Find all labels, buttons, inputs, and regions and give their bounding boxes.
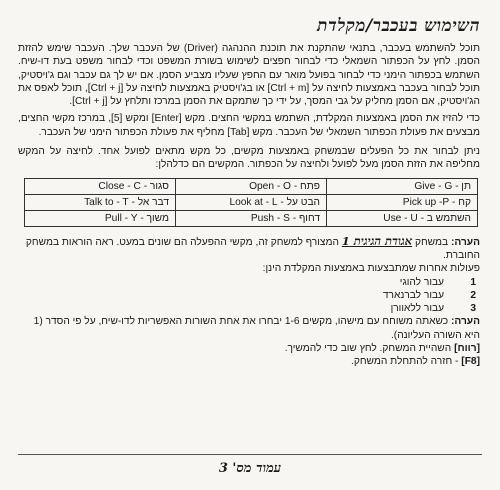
other-actions-intro: פעולות אחרות שמתבצעות באמצעות המקלדת הינן: xyxy=(262,263,480,275)
table-cell: דבר אל - Talk to - T xyxy=(25,194,176,210)
key-pause xyxy=(18,342,480,355)
key-label: [רווח] xyxy=(454,343,480,355)
option-item xyxy=(18,302,476,315)
option-item xyxy=(18,289,476,302)
character-options xyxy=(18,276,480,316)
table-row xyxy=(25,210,478,226)
option-label: עבור ללאוורן xyxy=(390,303,444,315)
handwritten-game-title: אגודת הגיגית 1 xyxy=(341,233,413,248)
key-label: [F8] xyxy=(461,356,480,368)
table-cell: דחוף - Push - S xyxy=(176,210,327,226)
option-number: 1 xyxy=(470,276,476,288)
note-different-keys xyxy=(18,235,480,263)
table-cell: קח - Pick up -P xyxy=(327,194,478,210)
paragraph-verbs: ניתן לבחור את כל הפעלים שבמשחק באמצעות מקשים, כל מקש מתאים לפועל אחד. לחיצה על המקש מחליפה את הזזת הסמן מעל לפועל ולחיצה על הכפתור. המקשים הם כדלהלן: xyxy=(18,146,480,171)
key-description: השהיית המשחק. לחץ שוב כדי להמשיך. xyxy=(284,343,452,355)
note-label: הערה: xyxy=(450,236,480,248)
option-number: 3 xyxy=(470,303,476,315)
option-item xyxy=(18,276,476,289)
table-row xyxy=(25,194,478,210)
table-cell: סגור - Close - C xyxy=(25,178,176,194)
option-label: עבור לברנארד xyxy=(382,289,444,301)
key-description: - חזרה להתחלת המשחק. xyxy=(351,356,459,368)
table-cell: הבט על - Look at - L xyxy=(176,194,327,210)
note-text-a: במשחק xyxy=(414,236,449,248)
table-cell: משוך - Pull - Y xyxy=(25,210,176,226)
table-cell: פתח - Open - O xyxy=(176,178,327,194)
table-cell: השתמש ב - Use - U xyxy=(327,210,478,226)
key-restart xyxy=(18,355,480,368)
note-dialogue xyxy=(18,315,480,342)
page-title: השימוש בעכבר/מקלדת xyxy=(317,16,480,36)
option-number: 2 xyxy=(470,289,476,301)
note-text-b: המצורף למשחק זה, מקשי ההפעלה הם שונים במעט. ראה הוראות במשחק החוברת. xyxy=(25,236,480,261)
note-text: כשאתה משוחח עם מישהו, מקשים 1-6 יבחרו את אחת השורות האפשריות לדו-שיח, על פי הסדר (1 היא השורה העליונה). xyxy=(33,316,480,341)
note-label: הערה: xyxy=(450,316,480,328)
table-cell: תן - Give - G xyxy=(327,178,478,194)
table-row xyxy=(25,178,478,194)
page-number: עמוד מס' 3 xyxy=(218,461,282,476)
paragraph-keyboard: כדי להזיז את הסמן באמצעות המקלדת, השתמש במקשי החצים. מקש [Enter] ומקש [5], במרכז מקשי החצים, מבצעים את פעולת הכפתור השמאלי של העכבר. מקש [Tab] מחליף את פעולת הכפתור הימני של העכבר. xyxy=(18,113,480,138)
option-label: עבור להוגי xyxy=(399,276,444,288)
paragraph-mouse: תוכל להשתמש בעכבר, בתנאי שהתקנת את תוכנת ההנהגה (Driver) של העכבר שלך. העכבר שימש להזזת הסמן. לחץ על הכפתור השמאלי כדי לבחור חפצים לשימוש בשורת המשפט וכדי לבחור משפט בעת דו-שיח. השתמש בכפתור הימני כדי לבחור בפועל מואר עם החפץ שעליו מצביע הסמן. אם יש לך גם עכבר וגם ג'ויסטיק, תוכל לבחור בעכבר באמצעות לחיצה על [Ctrl + m] או בג'ויסטיק באמצעות לחיצה על [Ctrl + j], תוכל לאפס את הג'ויסטיק, אם הסמן מחליק על גבי המסך, על ידי כך שתמקם את הסמן במרכז ותלחץ על [Ctrl + j]. xyxy=(18,43,480,108)
verb-keys-table xyxy=(24,178,478,227)
footer-divider xyxy=(18,454,482,455)
